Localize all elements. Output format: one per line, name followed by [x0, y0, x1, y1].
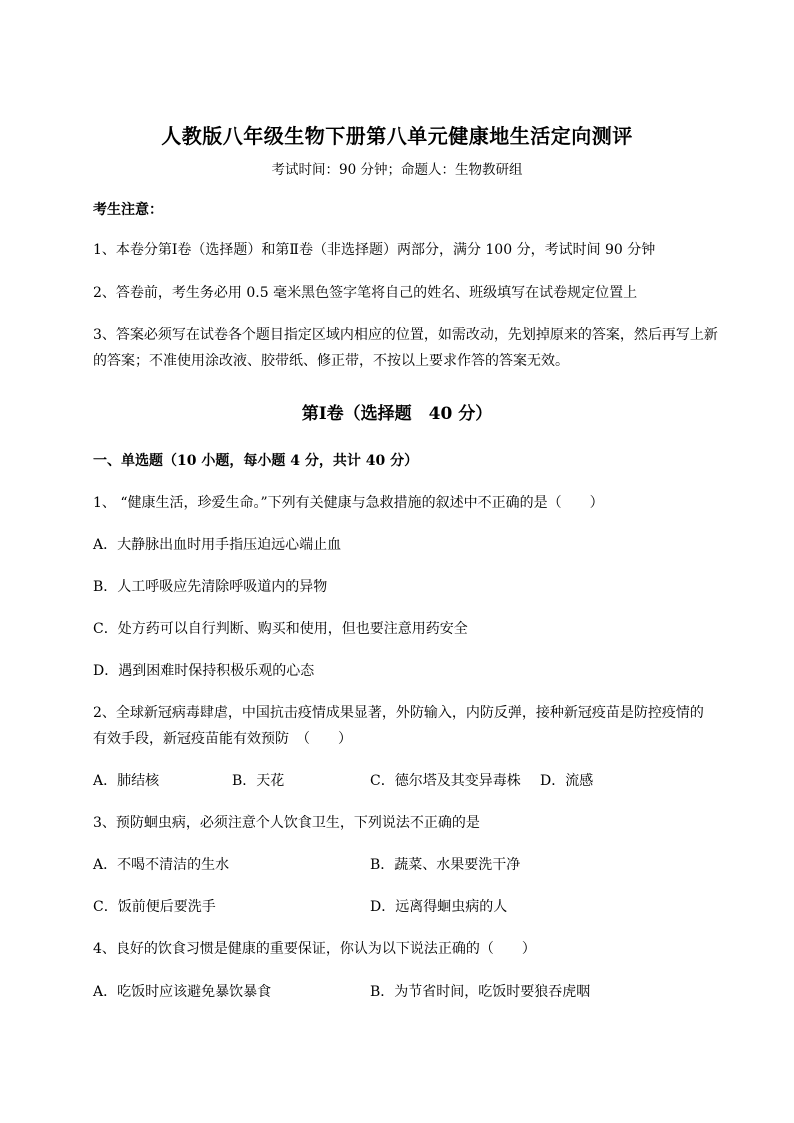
- notice-item-3-continued: 的答案；不准使用涂改液、胶带纸、修正带，不按以上要求作答的答案无效。: [93, 353, 569, 369]
- question-2-stem: 2、全球新冠病毒肆虐，中国抗击疫情成果显著，外防输入，内防反弹，接种新冠疫苗是防控疫情的: [93, 705, 704, 721]
- notice-item-2: 2、答卷前，考生务必用 0.5 毫米黑色签字笔将自己的姓名、班级填写在试卷规定位置上: [93, 285, 638, 301]
- question-4-option-b: B．为节省时间，吃饭时要狼吞虎咽: [370, 984, 591, 1000]
- notice-heading: 考生注意：: [93, 202, 163, 218]
- question-3-option-a: A．不喝不清洁的生水: [93, 857, 230, 873]
- exam-subtitle: 考试时间：90 分钟；命题人：生物教研组: [271, 162, 523, 178]
- question-3-option-c: C．饭前便后要洗手: [93, 899, 216, 915]
- question-2-stem-continued: 有效手段，新冠疫苗能有效预防 （ ）: [93, 731, 352, 747]
- notice-item-1: 1、本卷分第Ⅰ卷（选择题）和第Ⅱ卷（非选择题）两部分，满分 100 分，考试时间 90 分钟: [93, 242, 656, 258]
- question-1-stem: 1、 “健康生活，珍爱生命。”下列有关健康与急救措施的叙述中不正确的是（ ）: [93, 495, 604, 511]
- question-2-option-c: C．德尔塔及其变异毒株: [370, 773, 521, 789]
- question-2-option-b: B．天花: [232, 773, 285, 789]
- question-4-stem: 4、良好的饮食习惯是健康的重要保证，你认为以下说法正确的（ ）: [93, 941, 536, 957]
- notice-item-3: 3、答案必须写在试卷各个题目指定区域内相应的位置，如需改动，先划掉原来的答案，然后再写上新: [93, 327, 718, 343]
- question-4-option-a: A．吃饭时应该避免暴饮暴食: [93, 984, 272, 1000]
- question-3-stem: 3、预防蛔虫病，必须注意个人饮食卫生，下列说法不正确的是: [93, 815, 480, 831]
- section-title: 第Ⅰ卷（选择题 40 分）: [301, 404, 493, 424]
- question-3-option-b: B．蔬菜、水果要洗干净: [370, 857, 521, 873]
- question-1-option-b: B．人工呼吸应先清除呼吸道内的异物: [93, 579, 328, 595]
- part-heading: 一、单选题（10 小题，每小题 4 分，共计 40 分）: [93, 453, 419, 469]
- question-2-option-a: A．肺结核: [93, 773, 160, 789]
- question-1-option-a: A．大静脉出血时用手指压迫远心端止血: [93, 537, 342, 553]
- question-2-option-d: D．流感: [540, 773, 594, 789]
- question-1-option-c: C．处方药可以自行判断、购买和使用，但也要注意用药安全: [93, 621, 468, 637]
- question-1-option-d: D．遇到困难时保持积极乐观的心态: [93, 663, 315, 679]
- question-3-option-d: D．远离得蛔虫病的人: [370, 899, 508, 915]
- exam-title: 人教版八年级生物下册第八单元健康地生活定向测评: [161, 124, 633, 148]
